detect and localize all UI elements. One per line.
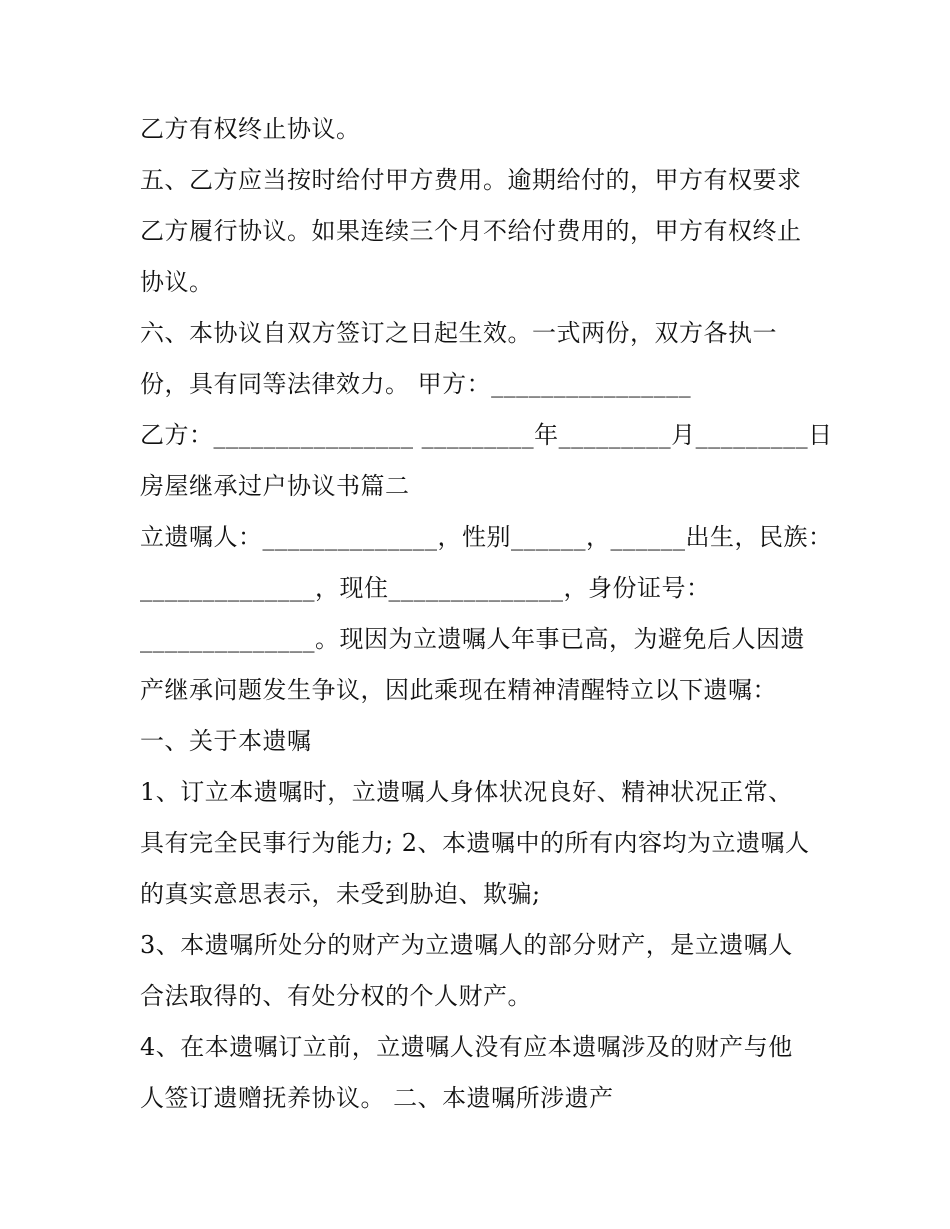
text-line: 五、乙方应当按时给付甲方费用。逾期给付的，甲方有权要求	[140, 166, 802, 194]
text-line: 乙方：________________ _________年_________月_________日	[140, 421, 833, 449]
text-line: 1、订立本遗嘱时，立遗嘱人身体状况良好、精神状况正常、	[140, 778, 793, 806]
text-line: 六、本协议自双方签订之日起生效。一式两份，双方各执一	[140, 319, 777, 347]
section-heading: 房屋继承过户协议书篇二	[140, 472, 410, 500]
text-line: 4、在本遗嘱订立前，立遗嘱人没有应本遗嘱涉及的财产与他	[140, 1033, 793, 1061]
text-line: 产继承问题发生争议，因此乘现在精神清醒特立以下遗嘱：	[140, 676, 777, 704]
text-line: 人签订遗赠抚养协议。 二、本遗嘱所涉遗产	[140, 1084, 614, 1112]
text-line: 合法取得的、有处分权的个人财产。	[140, 982, 532, 1010]
text-line: 份，具有同等法律效力。 甲方：________________	[140, 370, 692, 398]
text-line: 乙方有权终止协议。	[140, 115, 361, 143]
text-line: 乙方履行协议。如果连续三个月不给付费用的，甲方有权终止	[140, 217, 802, 245]
text-line: 一、关于本遗嘱	[140, 727, 312, 755]
text-line: ______________。现因为立遗嘱人年事已高，为避免后人因遗	[140, 625, 805, 653]
text-line: ______________，现住______________，身份证号：	[140, 574, 711, 602]
text-line: 的真实意思表示，未受到胁迫、欺骗;	[140, 880, 541, 908]
text-line: 具有完全民事行为能力; 2、本遗嘱中的所有内容均为立遗嘱人	[140, 829, 810, 857]
text-line: 立遗嘱人：______________，性别______，______出生，民族：	[140, 523, 833, 551]
text-line: 3、本遗嘱所处分的财产为立遗嘱人的部分财产，是立遗嘱人	[140, 931, 793, 959]
text-line: 协议。	[140, 268, 214, 296]
